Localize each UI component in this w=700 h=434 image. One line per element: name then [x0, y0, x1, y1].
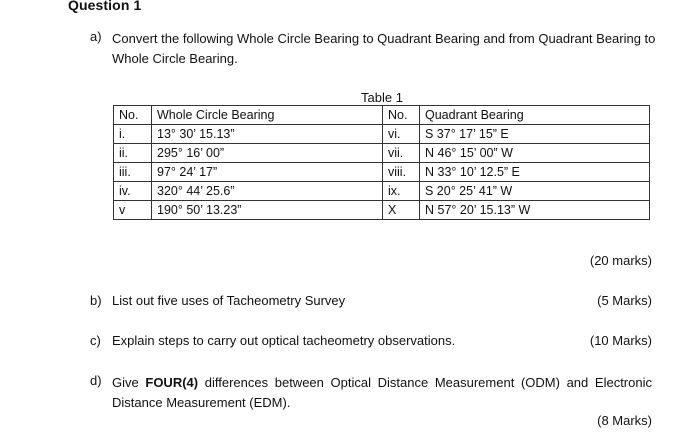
- part-d-label: d): [90, 373, 102, 388]
- row-no-right: vii.: [383, 144, 420, 163]
- row-no-right: X: [383, 201, 420, 220]
- header-whole-circle-bearing: Whole Circle Bearing: [152, 106, 383, 125]
- row-qb-value: N 33° 10’ 12.5” E: [420, 163, 650, 182]
- row-no-left: iv.: [114, 182, 152, 201]
- part-c-label: c): [90, 333, 101, 348]
- table-row: [114, 201, 650, 220]
- part-c-text: Explain steps to carry out optical tacheometry observations.: [112, 333, 456, 348]
- header-no-left: No.: [114, 106, 152, 125]
- table-caption: Table 1: [361, 90, 403, 105]
- row-wcb-value: 320° 44’ 25.6”: [152, 182, 383, 201]
- header-quadrant-bearing: Quadrant Bearing: [420, 106, 650, 125]
- part-d-text-after: differences between Optical Distance Measurement (ODM) and Electronic Distance Measurement (EDM).: [112, 375, 652, 410]
- part-b-marks: (5 Marks): [597, 293, 652, 308]
- row-no-right: viii.: [383, 163, 420, 182]
- row-no-right: vi.: [383, 125, 420, 144]
- part-c-marks: (10 Marks): [589, 333, 652, 348]
- header-no-right: No.: [383, 106, 420, 125]
- row-no-left: iii.: [114, 163, 152, 182]
- question-title: Question 1: [68, 0, 142, 13]
- row-no-left: i.: [114, 125, 152, 144]
- part-a-label: a): [90, 29, 102, 44]
- part-a-text: Convert the following Whole Circle Bearing to Quadrant Bearing and from Quadrant Bearing to Whole Circle Bearing.: [112, 31, 656, 66]
- row-wcb-value: 295° 16’ 00”: [152, 144, 383, 163]
- row-wcb-value: 190° 50’ 13.23”: [152, 201, 383, 220]
- part-b-label: b): [90, 293, 102, 308]
- table-row: [114, 182, 650, 201]
- row-qb-value: N 46° 15’ 00” W: [420, 144, 650, 163]
- row-wcb-value: 13° 30’ 15.13”: [152, 125, 383, 144]
- part-d-text-bold: FOUR(4): [145, 375, 199, 390]
- row-no-right: ix.: [383, 182, 420, 201]
- table-row: [114, 144, 650, 163]
- part-d-marks: (8 Marks): [597, 413, 652, 428]
- part-d-text-before: Give: [112, 375, 146, 390]
- part-b-text: List out five uses of Tacheometry Survey: [112, 293, 346, 308]
- table-header-row: [114, 106, 650, 125]
- row-qb-value: S 20° 25’ 41” W: [420, 182, 650, 201]
- row-no-left: ii.: [114, 144, 152, 163]
- part-d-text: [112, 373, 652, 413]
- row-no-left: v: [114, 201, 152, 220]
- table-row: [114, 125, 650, 144]
- part-a-marks: (20 marks): [589, 253, 652, 268]
- bearing-table: [113, 105, 650, 220]
- table-row: [114, 163, 650, 182]
- row-qb-value: N 57° 20’ 15.13” W: [420, 201, 650, 220]
- row-qb-value: S 37° 17’ 15” E: [420, 125, 650, 144]
- row-wcb-value: 97° 24’ 17”: [152, 163, 383, 182]
